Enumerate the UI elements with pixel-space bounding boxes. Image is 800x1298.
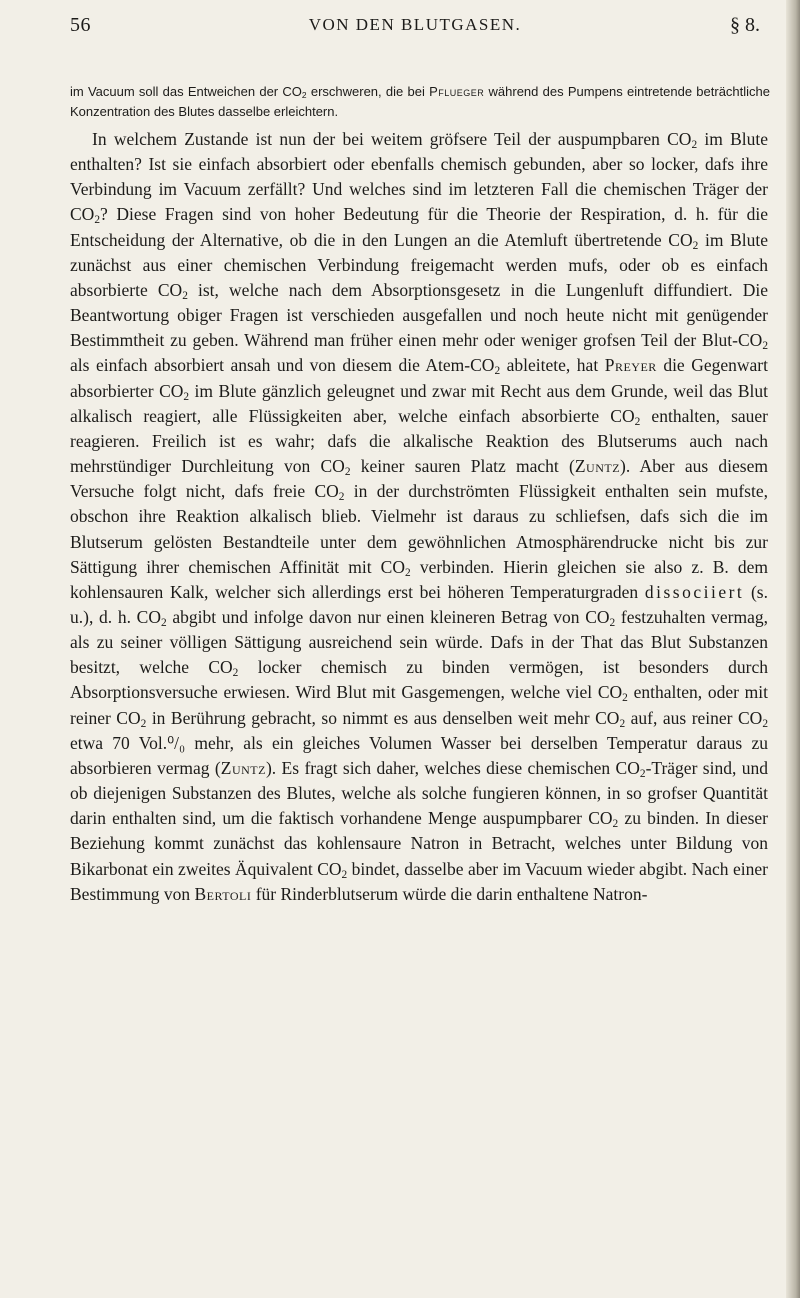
page-header <box>70 14 760 44</box>
running-title: VON DEN BLUTGASEN. <box>308 15 522 34</box>
body-text <box>70 127 768 907</box>
author-name: Bertoli <box>194 883 252 904</box>
paragraph: In welchem Zustande ist nun der bei weitem gröfsere Teil der auspumpbaren $CO_2$ im Blute enthalten? Ist sie einfach absorbiert oder ebenfalls chemisch gebunden, aber so locker, dafs ihre Verbindung im Vacuum zerfällt? Und welches sind im letzteren Fall die chemischen Träger der $CO_2$? Diese Fragen sind von hoher Bedeutung für die Theorie der Respiration, d. h. für die Entscheidung der Alternative, ob die in den Lungen an die Atemluft übertretende $CO_2$ im Blute zunächst aus einer chemischen Verbindung freigemacht werden mufs, oder ob es einfach absorbierte $CO_2$ ist, welche nach dem Absorptionsgesetz in die Lungenluft diffundiert. Die Beantwortung obiger Fragen ist verschieden ausgefallen und noch heute nicht mit genügender Bestimmtheit zu geben. Während man früher einen mehr oder weniger grofsen Teil der Blut-$CO_2$ als einfach absorbiert ansah und von diesem die Atem-$CO_2$ ableitete, hat Preyer die Gegenwart absorbierter $CO_2$ im Blute gänzlich geleugnet und zwar mit Recht aus dem Grunde, weil das Blut alkalisch reagiert, alle Flüssigkeiten aber, welche einfach absorbierte $CO_2$ enthalten, sauer reagieren. Freilich ist es wahr; dafs die alkalische Reaktion des Blutserums auch nach mehrstündiger Durchleitung von $CO_2$ keiner sauren Platz macht (Zuntz). Aber aus diesem Versuche folgt nicht, dafs freie $CO_2$ in der durchströmten Flüssigkeit enthalten sein mufste, obschon ihre Reaktion alkalisch blieb. Vielmehr ist daraus zu schliefsen, dafs sich die im Blutserum gelösten Bestandteile unter dem gewöhnlichen Atmosphärendrucke nicht bis zur Sättigung ihrer chemischen Affinität mit $CO_2$ verbinden. Hierin gleichen sie also z. B. dem kohlensauren Kalk, welcher sich allerdings erst bei höheren Temperaturgraden dissociiert (s. u.), d. h. $CO_2$ abgibt und infolge davon nur einen kleineren Betrag von $CO_2$ festzuhalten vermag, als zu seiner völligen Sättigung ausreichend sein würde. Dafs in der That das Blut Substanzen besitzt, welche $CO_2$ locker chemisch zu binden vermögen, ist besonders durch Absorptionsversuche erwiesen. Wird Blut mit Gasgemengen, welche viel $CO_2$ enthalten, oder mit reiner $CO_2$ in Berührung gebracht, so nimmt es aus denselben weit mehr $CO_2$ auf, aus reiner $CO_2$ etwa 70 Vol.⁰/₀ mehr, als ein gleiches Volumen Wasser bei derselben Temperatur daraus zu absorbieren vermag (Zuntz). Es fragt sich daher, welches diese chemischen $CO_2$-Träger sind, und ob diejenigen Substanzen des Blutes, welche als solche fungieren können, in so grofser Quantität darin enthalten sind, um die faktisch vorhandene Menge auspumpbarer $CO_2$ zu binden. In dieser Beziehung kommt zunächst das kohlensaure Natron in Betracht, welches unter Bildung von Bikarbonat ein zweites Äquivalent $CO_2$ bindet, dasselbe aber im Vacuum wieder abgibt. Nach einer Bestimmung von Bertoli für Rinderblutserum würde die darin enthaltene Natron- <box>70 129 769 904</box>
author-name: Zuntz <box>574 456 621 477</box>
section-number: § 8. <box>730 14 760 36</box>
footnote-continuation: im Vacuum soll das Entweichen der $CO_2$ erschweren, die bei Pflueger während des Pumpens eintretende beträchtliche Konzentration des Blutes dasselbe erleichtern. <box>70 84 771 119</box>
author-name: Zuntz <box>220 757 266 778</box>
author-name: Pflueger <box>429 84 485 99</box>
page-number: 56 <box>70 14 91 36</box>
author-name: Preyer <box>604 355 657 376</box>
emphasized-word: dissociiert <box>644 581 745 602</box>
page-edge-shadow <box>786 0 800 1298</box>
